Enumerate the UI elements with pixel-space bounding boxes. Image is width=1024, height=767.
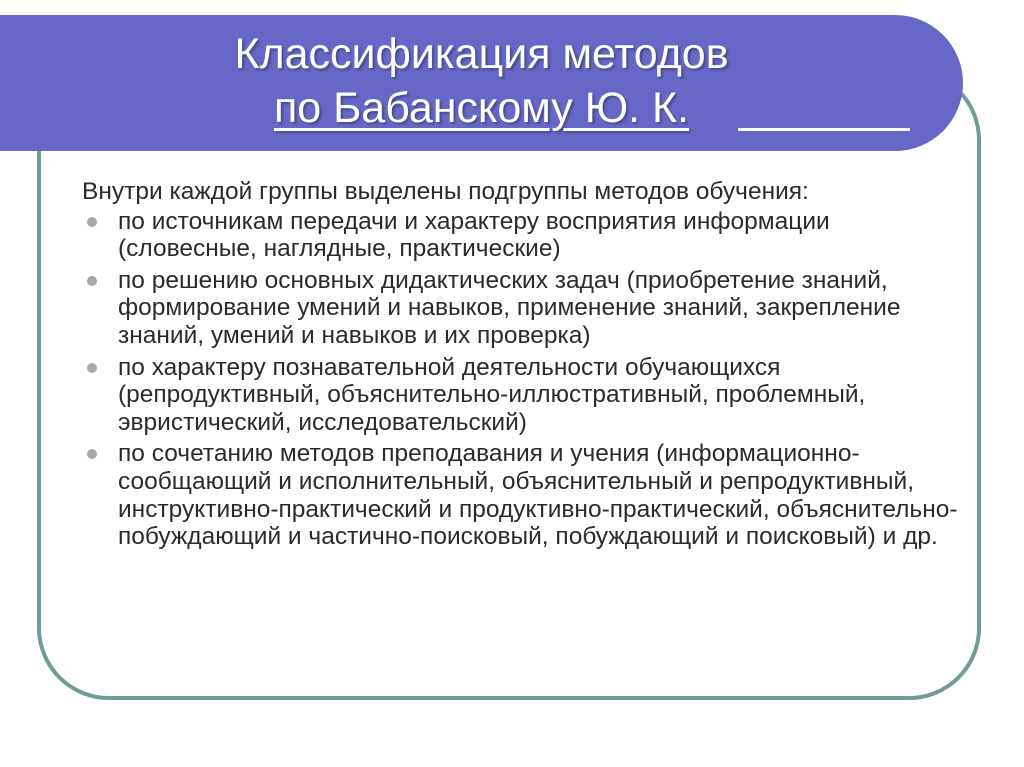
bullet-text: по характеру познавательной деятельности обучающихся (репродуктивный, объяснительно-иллюстративный, проблемный, эвристический, исследовательский) [118,353,866,436]
intro-text: Внутри каждой группы выделены подгруппы методов обучения: [82,178,809,205]
title-line-1: Классификация методов [234,30,729,78]
bullet-item [82,267,962,350]
bullet-dot-icon [87,363,97,373]
bullet-dot-icon [87,449,97,459]
slide-body [82,178,962,555]
bullet-text: по сочетанию методов преподавания и учения (информационно-сообщающий и исполнительный, объяснительный и репродуктивный, инструктивно-практический и продуктивно-практический, объяснительно-побуждающий и частично-поисковый, побуждающий и поисковый) и др. [118,440,958,551]
bullet-dot-icon [87,217,97,227]
bullet-item [82,440,962,550]
bullet-text: по решению основных дидактических задач (приобретение знаний, формирование умений и навыков, применение знаний, закрепление знаний, умений и навыков и их проверка) [118,266,901,349]
title-underline [738,128,910,131]
title-line-2: по Бабанскому Ю. К. [273,84,690,132]
bullet-dot-icon [87,276,97,286]
bullet-list [82,208,962,551]
bullet-item [82,208,962,263]
bullet-item [82,354,962,437]
bullet-text: по источникам передачи и характеру восприятия информации (словесные, наглядные, практические) [118,207,830,263]
